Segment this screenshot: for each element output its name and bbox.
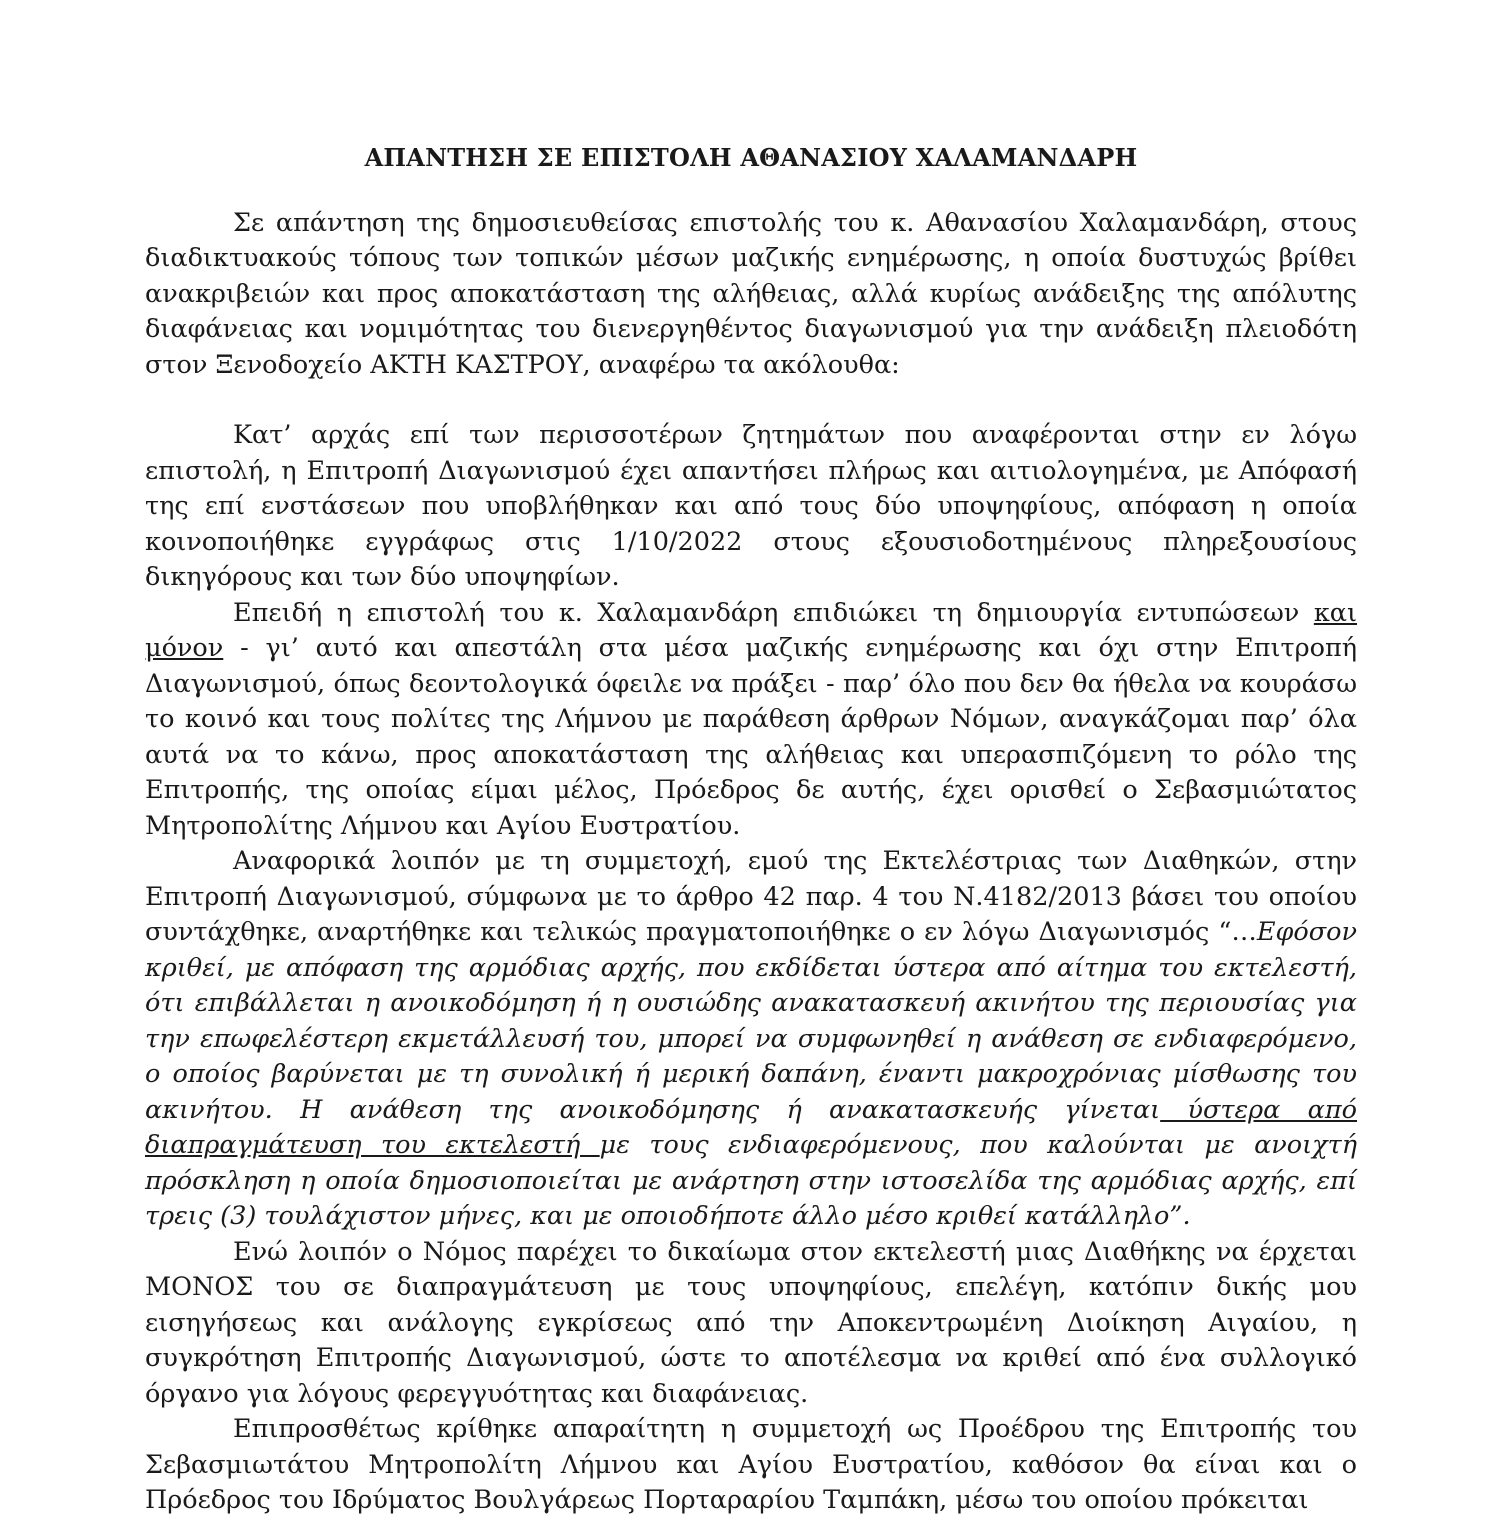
law-quote-underlined: ύστερα από διαπραγμάτευση του εκτελεστή [145, 1094, 1357, 1160]
paragraph-3-text-b: - γι’ αυτό και απεστάλη στα μέσα μαζικής ενημέρωσης και όχι στην Επιτροπή Διαγωνισμού, όπως δεοντολογικά όφειλε να πράξει - παρ’ όλο που δεν θα ήθελα να κουράσω το κοινό και τους πολίτες της Λήμνου με παράθεση άρθρων Νόμων, αναγκάζομαι παρ’ όλα αυτά να το κάνω, προς αποκατάσταση της αλήθειας και υπερασπιζόμενη το ρόλο της Επιτροπής, της οποίας είμαι μέλος, Πρόεδρος δε αυτής, έχει ορισθεί ο Σεβασμιώτατος Μητροπολίτης Λήμνου και Αγίου Ευστρατίου. [145, 633, 1357, 841]
paragraph-4-text-a: Αναφορικά λοιπόν με τη συμμετοχή, εμού της Εκτελέστριας των Διαθηκών, στην Επιτροπή Διαγωνισμού, σύμφωνα με το άρθρο 42 παρ. 4 του Ν.4182/2013 βάσει του οποίου συντάχθηκε, αναρτήθηκε και τελικώς πραγματοποιήθηκε ο εν λόγω Διαγωνισμός “… [145, 846, 1357, 947]
paragraph-1: Σε απάντηση της δημοσιευθείσας επιστολής του κ. Αθανασίου Χαλαμανδάρη, στους διαδικτυακούς τόπους των τοπικών μέσων μαζικής ενημέρωσης, η οποία δυστυχώς βρίθει ανακριβειών και προς αποκατάσταση της αλήθειας, αλλά κυρίως ανάδειξης της απόλυτης διαφάνειας και νομιμότητας του διενεργηθέντος διαγωνισμού για την ανάδειξη πλειοδότη στον Ξενοδοχείο ΑΚΤΗ ΚΑΣΤΡΟΥ, αναφέρω τα ακόλουθα: [145, 207, 1357, 380]
paragraph-4 [145, 844, 1357, 1235]
paragraph-3-text-a: Επειδή η επιστολή του κ. Χαλαμανδάρη επιδιώκει τη δημιουργία εντυπώσεων [233, 597, 1314, 628]
law-quote-part-1: Εφόσον κριθεί, με απόφαση της αρμόδιας αρχής, που εκδίδεται ύστερα από αίτημα του εκτελεστή, ότι επιβάλλεται η ανοικοδόμηση ή η ουσιώδης ανακατασκευή ακινήτου της περιουσίας για την επωφελέστερη εκμετάλλευσή του, μπορεί να συμφωνηθεί η ανάθεση σε ενδιαφερόμενο, ο οποίος βαρύνεται με τη συνολική ή μερική δαπάνη, έναντι μακροχρόνιας μίσθωσης του ακινήτου. Η ανάθεση της ανοικοδόμησης ή ανακατασκευής γίνεται [145, 917, 1357, 1125]
law-quote-part-2: με τους ενδιαφερόμενους, που καλούνται με ανοιχτή πρόσκληση η οποία δημοσιοποιείται με ανάρτηση στην ιστοσελίδα της αρμόδιας αρχής, επί τρεις (3) τουλάχιστον μήνες, και με οποιοδήποτε άλλο μέσο κριθεί κατάλληλο [145, 1130, 1357, 1231]
document-title: ΑΠΑΝΤΗΣΗ ΣΕ ΕΠΙΣΤΟΛΗ ΑΘΑΝΑΣΙΟΥ ΧΑΛΑΜΑΝΔΑΡΗ [364, 143, 1138, 172]
paragraph-3-underlined: και μόνον [145, 597, 1357, 663]
paragraph-3 [145, 596, 1357, 845]
paragraph-5: Ενώ λοιπόν ο Νόμος παρέχει το δικαίωμα στον εκτελεστή μιας Διαθήκης να έρχεται ΜΟΝΟΣ του σε διαπραγμάτευση με τους υποψηφίους, επελέγη, κατόπιν δικής μου εισηγήσεως και ανάλογης εγκρίσεως από την Αποκεντρωμένη Διοίκηση Αιγαίου, η συγκρότηση Επιτροπής Διαγωνισμού, ώστε το αποτέλεσμα να κριθεί από ένα συλλογικό όργανο για λόγους φερεγγυότητας και διαφάνειας. [145, 1236, 1357, 1409]
law-quote-end: ”. [1169, 1201, 1191, 1231]
document-page [145, 140, 1357, 1519]
paragraph-6: Επιπροσθέτως κρίθηκε απαραίτητη η συμμετοχή ως Προέδρου της Επιτροπής του Σεβασμιωτάτου Μητροπολίτη Λήμνου και Αγίου Ευστρατίου, καθόσον θα είναι και ο Πρόεδρος του Ιδρύματος Βουλγάρεως Πορταραρίου Ταμπάκη, μέσω του οποίου πρόκειται [145, 1414, 1357, 1515]
paragraph-2: Κατ’ αρχάς επί των περισσοτέρων ζητημάτων που αναφέρονται στην εν λόγω επιστολή, η Επιτροπή Διαγωνισμού έχει απαντήσει πλήρως και αιτιολογημένα, με Απόφασή της επί ενστάσεων που υποβλήθηκαν και από τους δύο υποψηφίους, απόφαση η οποία κοινοποιήθηκε εγγράφως στις 1/10/2022 στους εξουσιοδοτημένους πληρεξουσίους δικηγόρους και των δύο υποψηφίων. [145, 420, 1357, 592]
